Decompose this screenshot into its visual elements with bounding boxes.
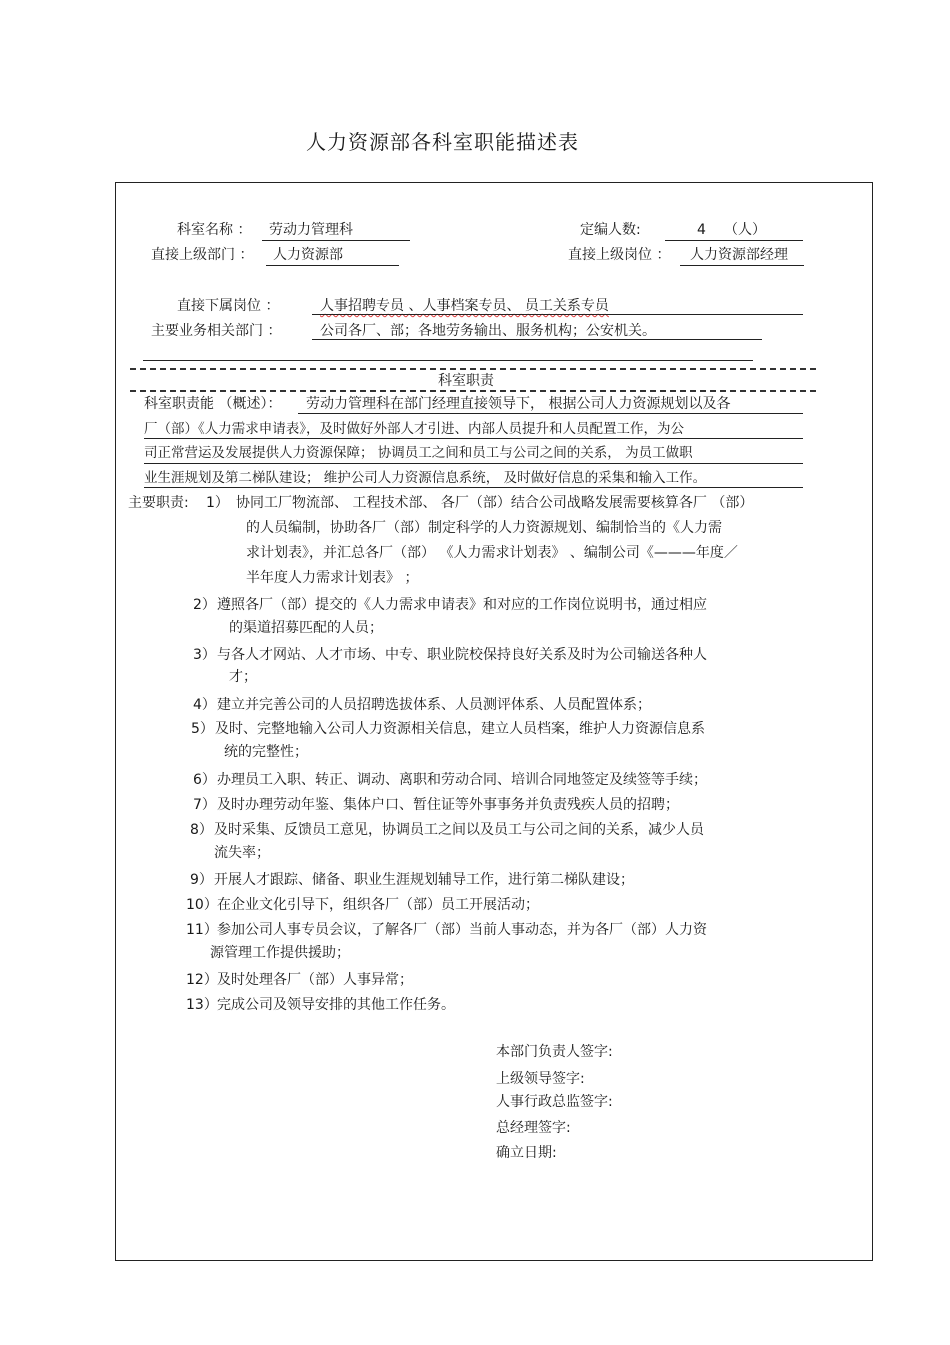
superior-dept-underline <box>266 265 399 266</box>
duty-number: 6） <box>193 772 216 788</box>
signature-dept-head: 本部门负责人签字: <box>496 1044 613 1060</box>
duty-line: 在企业文化引导下，组织各厂（部）员工开展活动； <box>217 897 539 913</box>
related-depts-value: 公司各厂、部；各地劳务输出、服务机构；公安机关。 <box>320 323 656 339</box>
quota-unit: （人） <box>724 222 766 238</box>
superior-dept-value: 人力资源部 <box>273 247 343 263</box>
quota-value: 4 <box>697 222 706 238</box>
signature-general-manager: 总经理签字: <box>496 1120 571 1136</box>
duty-number: 11） <box>186 922 218 938</box>
duty-line: 完成公司及领导安排的其他工作任务。 <box>217 997 455 1013</box>
duty-number: 13） <box>186 997 218 1013</box>
duty-line: 及时处理各厂（部）人事异常； <box>217 972 413 988</box>
duty-line: 参加公司人事专员会议，了解各厂（部）当前人事动态，并为各厂（部）人力资 <box>217 922 707 938</box>
duty-line: 流失率； <box>214 845 270 861</box>
duty-line: 及时、完整地输入公司人力资源相关信息，建立人员档案，维护人力资源信息系 <box>215 721 705 737</box>
duty-number: 5） <box>191 721 214 737</box>
overview-line-2: 厂（部）《人力需求申请表》，及时做好外部人才引进、内部人员提升和人员配置工作，为公 <box>144 421 684 437</box>
page-title: 人力资源部各科室职能描述表 <box>306 130 579 154</box>
signature-date: 确立日期: <box>496 1145 557 1161</box>
dept-name-label: 科室名称 ： <box>177 222 252 238</box>
dept-name-underline <box>262 240 410 241</box>
quota-label: 定编人数: <box>580 222 641 238</box>
dept-name-value: 劳动力管理科 <box>269 222 353 238</box>
overview-label: 科室职责能 （概述）： <box>144 396 282 412</box>
duty-line: 才； <box>229 669 257 685</box>
duty-number: 4） <box>193 697 216 713</box>
section-top-rule <box>143 360 753 361</box>
duty-line: 遵照各厂（部）提交的《人力需求申请表》和对应的工作岗位说明书，通过相应 <box>217 597 707 613</box>
duty-number: 12） <box>186 972 218 988</box>
sub-posts-label: 直接下属岗位 ： <box>177 298 280 314</box>
duty-number: 7） <box>193 797 216 813</box>
duty-number: 9） <box>190 872 213 888</box>
superior-dept-label: 直接上级部门 ： <box>151 247 254 263</box>
section-dashed-rule-top <box>130 368 816 370</box>
superior-post-label: 直接上级岗位 ： <box>568 247 671 263</box>
duty-line: 及时采集、反馈员工意见，协调员工之间以及员工与公司之间的关系，减少人员 <box>214 822 704 838</box>
duty-number: 10） <box>186 897 218 913</box>
duty-line: 开展人才跟踪、储备、职业生涯规划辅导工作，进行第二梯队建设； <box>214 872 634 888</box>
related-depts-underline <box>312 339 762 340</box>
sub-posts-underline <box>312 314 803 315</box>
overview-underline-2 <box>144 438 803 439</box>
quota-underline <box>665 240 803 241</box>
duty-line: 办理员工入职、转正、调动、离职和劳动合同、培训合同地签定及续签等手续； <box>217 772 707 788</box>
superior-post-value: 人力资源部经理 <box>690 247 788 263</box>
duty-number: 1） <box>206 495 229 511</box>
signature-hr-director: 人事行政总监签字: <box>496 1094 613 1110</box>
duty-line: 协同工厂物流部、 工程技术部、 各厂（部）结合公司战略发展需要核算各厂 （部） <box>236 495 754 511</box>
section-title: 科室职责 <box>438 373 494 389</box>
sub-posts-value: 人事招聘专员 、人事档案专员、 员工关系专员 <box>320 298 609 314</box>
overview-line-4: 业生涯规划及第二梯队建设； 维护公司人力资源信息系统， 及时做好信息的采集和输入工作。 <box>144 470 707 486</box>
signature-superior: 上级领导签字: <box>496 1071 585 1087</box>
section-dashed-rule-bottom <box>130 390 816 392</box>
overview-line-1: 劳动力管理科在部门经理直接领导下， 根据公司人力资源规划以及各 <box>306 396 731 412</box>
duty-line: 的渠道招募匹配的人员； <box>229 620 383 636</box>
superior-post-underline <box>680 265 804 266</box>
duties-label: 主要职责: <box>128 495 189 511</box>
duty-line: 建立并完善公司的人员招聘选拔体系、人员测评体系、人员配置体系； <box>217 697 651 713</box>
duty-line: 的人员编制，协助各厂（部）制定科学的人力资源规划、编制恰当的《人力需 <box>246 520 722 536</box>
duty-line: 源管理工作提供援助； <box>210 945 350 961</box>
duty-line: 及时办理劳动年鉴、集体户口、暂住证等外事事务并负责残疾人员的招聘； <box>217 797 679 813</box>
duty-line: 与各人才网站、人才市场、中专、职业院校保持良好关系及时为公司输送各种人 <box>217 647 707 663</box>
duty-number: 8） <box>190 822 213 838</box>
overview-underline-3 <box>144 463 803 464</box>
overview-line-3: 司正常营运及发展提供人力资源保障； 协调员工之间和员工与公司之间的关系， 为员工做职 <box>144 445 693 461</box>
duty-line: 统的完整性； <box>224 744 308 760</box>
duty-number: 2） <box>193 597 216 613</box>
duty-line: 半年度人力需求计划表》 ； <box>246 570 419 586</box>
overview-underline-4 <box>144 487 803 488</box>
duty-number: 3） <box>193 647 216 663</box>
duty-line: 求计划表》，并汇总各厂（部） 《人力需求计划表》 、编制公司《———年度／ <box>246 545 738 561</box>
overview-underline-1 <box>298 413 803 414</box>
related-depts-label: 主要业务相关部门 ： <box>151 323 282 339</box>
